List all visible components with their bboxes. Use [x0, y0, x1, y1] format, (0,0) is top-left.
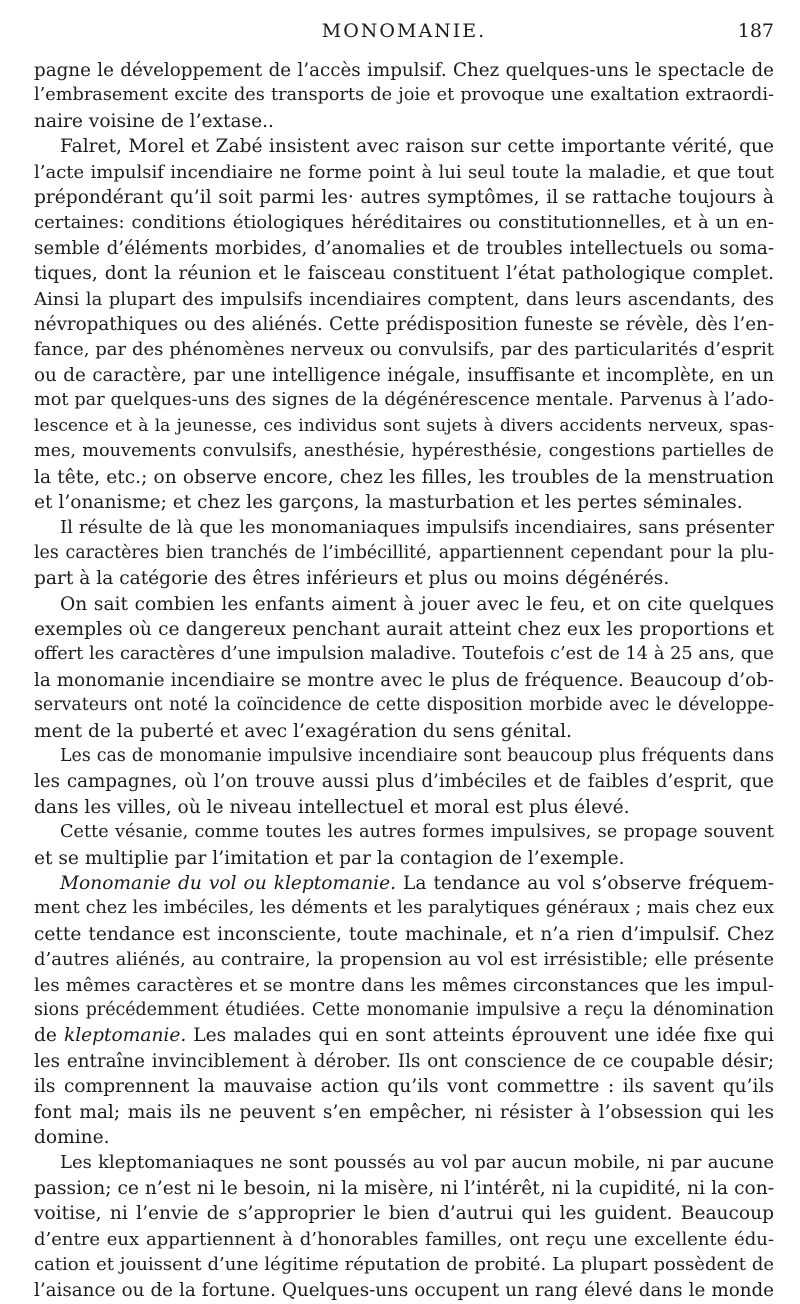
text-line: prépondérant qu’il soit parmi les· autres symptômes, il se rattache toujours à	[34, 187, 774, 209]
text-line: Il résulte de là que les monomaniaques impulsifs incendiaires, sans présenter	[60, 517, 774, 539]
text-line: les campagnes, où l’on trouve aussi plus d’imbéciles et de faibles d’esprit, que	[34, 771, 774, 793]
text-line: l’aisance ou de la fortune. Quelques-uns occupent un rang élevé dans le monde	[34, 1279, 774, 1301]
text-line: ment chez les imbéciles, les déments et les paralytiques généraux ; mais chez eux	[34, 898, 774, 919]
text-line: naire voisine de l’extase..	[34, 110, 274, 132]
italic-term: kleptomanie.	[63, 1025, 187, 1047]
text-line: Falret, Morel et Zabé insistent avec raison sur cette importante vérité, que	[60, 136, 774, 158]
text-line: les caractères bien tranchés de l’imbécillité, appartiennent cependant pour la plu-	[34, 542, 774, 563]
text-line: lescence et à la jeunesse, ces individus sont sujets à divers accidents nerveux, spas-	[34, 415, 774, 436]
text-line: d’autres aliénés, au contraire, la propension au vol est irrésistible; elle présente	[34, 949, 774, 971]
text-line: névropathiques ou des aliénés. Cette prédisposition funeste se révèle, dès l’en-	[34, 314, 774, 336]
text-line: fance, par des phénomènes nerveux ou convulsifs, par des particularités d’esprit	[34, 339, 774, 361]
text-line: tiques, dont la réunion et le faisceau constituent l’état pathologique complet.	[34, 263, 774, 285]
section-heading: Monomanie du vol ou kleptomanie.	[60, 873, 397, 894]
text-line: les mêmes caractères et se montre dans les mêmes circonstances que les impul-	[34, 974, 774, 996]
paragraph-4	[34, 592, 774, 744]
text-fragment: de	[34, 1025, 64, 1047]
paragraph-8	[34, 1150, 774, 1302]
text-line: ment de la puberté et avec l’exagération du sens génital.	[34, 720, 572, 742]
text-line: Ainsi la plupart des impulsifs incendiaires comptent, dans leurs ascendants, des	[34, 288, 774, 310]
page-header	[34, 20, 774, 48]
text-line: font mal; mais ils ne peuvent s’en empêcher, ni résister à l’obsession qui les	[34, 1101, 774, 1123]
text-line: d’entre eux appartiennent à d’honorables familles, ont reçu une excellente édu-	[34, 1228, 774, 1250]
text-line	[34, 871, 774, 896]
text-line: offert les caractères d’une impulsion maladive. Toutefois c’est de 14 à 25 ans, que	[34, 644, 774, 665]
text-line: domine.	[34, 1127, 110, 1149]
text-line: part à la catégorie des êtres inférieurs et plus ou moins dégénérés.	[34, 568, 670, 590]
text-line: On sait combien les enfants aiment à jouer avec le feu, et on cite quelques	[60, 593, 774, 615]
text-line: l’acte impulsif incendiaire ne forme point à lui seul toute la maladie, et que tout	[34, 161, 774, 183]
text-line: mot par quelques-uns des signes de la dégénérescence mentale. Parvenus à l’ado-	[34, 390, 774, 411]
paragraph-kleptomanie	[34, 871, 774, 1150]
paragraph-1	[34, 58, 774, 134]
text-line: Les kleptomaniaques ne sont poussés au vol par aucun mobile, ni par aucune	[60, 1152, 774, 1174]
text-line: exemples où ce dangereux penchant aurait atteint chez eux les proportions et	[34, 618, 774, 640]
text-line: ou de caractère, par une intelligence inégale, insuffisante et incomplète, en un	[34, 364, 774, 386]
text-line: sions précédemment étudiées. Cette monomanie impulsive a reçu la dénomination	[34, 1000, 774, 1021]
text-line: cette tendance est inconsciente, toute machinale, et n’a rien d’impulsif. Chez	[34, 923, 774, 945]
text-line: servateurs ont noté la coïncidence de cette disposition morbide avec le développe-	[34, 695, 774, 716]
text-line: la monomanie incendiaire se montre avec le plus de fréquence. Beaucoup d’ob-	[34, 669, 774, 691]
text-fragment: Les malades qui en sont atteints éprouvent une idée fixe qui	[186, 1025, 774, 1047]
text-line: Cette vésanie, comme toutes les autres formes impulsives, se propage souvent	[60, 822, 774, 843]
text-line: l’embrasement excite des transports de joie et provoque une exaltation extraordi-	[34, 85, 774, 106]
text-line: les entraîne invinciblement à dérober. Ils ont conscience de ce coupable désir;	[34, 1050, 774, 1072]
text-line: certaines: conditions étiologiques héréditaires ou constitutionnelles, et à un en-	[34, 212, 774, 234]
body-text	[34, 58, 774, 1303]
text-line	[34, 1023, 774, 1048]
text-line: voitise, ni l’envie de s’approprier le bien d’autrui qui les guident. Beaucoup	[34, 1203, 774, 1225]
text-line: dans les villes, où le niveau intellectuel et moral est plus élevé.	[34, 796, 630, 818]
text-line: ils comprennent la mauvaise action qu’ils vont commettre : ils savent qu’ils	[34, 1076, 774, 1098]
text-line: et l’onanisme; et chez les garçons, la masturbation et les pertes séminales.	[34, 491, 743, 513]
text-line: semble d’éléments morbides, d’anomalies et de troubles intellectuels ou soma-	[34, 237, 774, 259]
paragraph-6	[34, 820, 774, 871]
paragraph-3	[34, 515, 774, 591]
text-line: passion; ce n’est ni le besoin, ni la misère, ni l’intérêt, ni la cupidité, ni la con-	[34, 1177, 774, 1199]
page-number: 187	[737, 20, 774, 42]
text-line: mes, mouvements convulsifs, anesthésie, hypéresthésie, congestions partielles de	[34, 441, 774, 462]
text-line: et se multiplie par l’imitation et par la contagion de l’exemple.	[34, 847, 625, 869]
running-title: MONOMANIE.	[321, 20, 487, 42]
text-line: la tête, etc.; on observe encore, chez les filles, les troubles de la menstruation	[34, 466, 774, 488]
text-line: pagne le développement de l’accès impulsif. Chez quelques-uns le spectacle de	[34, 60, 774, 81]
text-line: cation et jouissent d’une légitime réputation de probité. La plupart possèdent de	[34, 1254, 774, 1276]
paragraph-2	[34, 134, 774, 515]
paragraph-5	[34, 744, 774, 820]
text-line: Les cas de monomanie impulsive incendiaire sont beaucoup plus fréquents dans	[60, 745, 774, 766]
text-fragment: La tendance au vol s’observe fréquem-	[396, 873, 774, 894]
